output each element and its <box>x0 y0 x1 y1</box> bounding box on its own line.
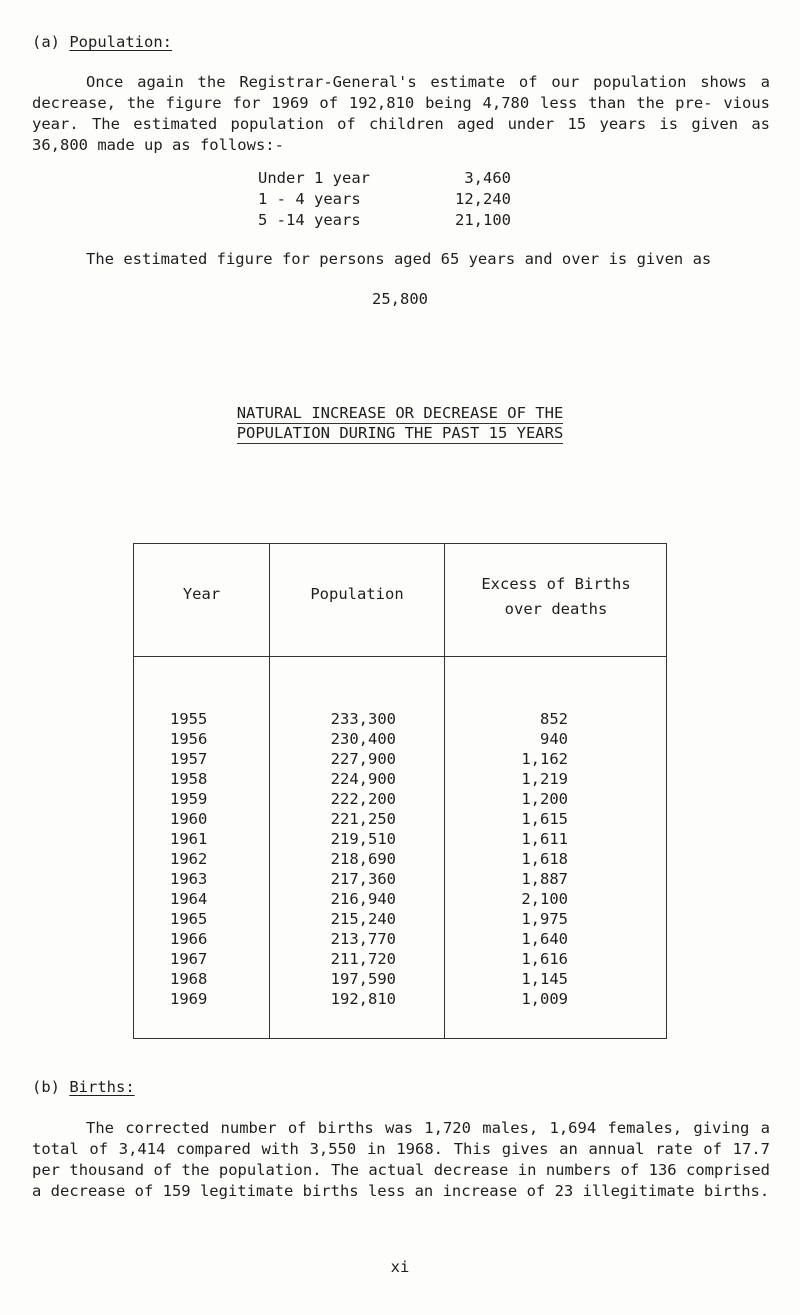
table-title <box>0 404 800 444</box>
section-births-heading <box>32 1078 135 1096</box>
cell-excess: 1,009 <box>521 990 568 1008</box>
cell-population: 197,590 <box>330 970 396 988</box>
cell-excess: 1,975 <box>521 910 568 928</box>
table-row <box>134 829 666 849</box>
cell-year: 1958 <box>170 770 208 788</box>
table-row <box>134 729 666 749</box>
cell-population: 219,510 <box>330 830 396 848</box>
age-group-row <box>258 189 518 210</box>
heading-prefix: (a) <box>32 33 70 51</box>
table-row <box>134 969 666 989</box>
cell-year: 1959 <box>170 790 208 808</box>
cell-year: 1955 <box>170 710 208 728</box>
header-excess-line2: over deaths <box>504 600 608 618</box>
cell-population: 230,400 <box>330 730 396 748</box>
cell-year: 1962 <box>170 850 208 868</box>
cell-population: 227,900 <box>330 750 396 768</box>
section-population-heading <box>32 33 172 51</box>
age-group-table <box>258 168 518 231</box>
page-number: xi <box>390 1258 410 1276</box>
cell-excess: 1,145 <box>521 970 568 988</box>
age-group-value: 21,100 <box>455 211 511 229</box>
cell-year: 1964 <box>170 890 208 908</box>
table-row <box>134 749 666 769</box>
over65-sentence: The estimated figure for persons aged 65 years and over is given as <box>86 250 712 268</box>
table-row <box>134 809 666 829</box>
cell-year: 1956 <box>170 730 208 748</box>
over65-value: 25,800 <box>372 290 428 308</box>
table-title-line1: NATURAL INCREASE OR DECREASE OF THE <box>236 404 564 422</box>
table-row <box>134 849 666 869</box>
cell-population: 217,360 <box>330 870 396 888</box>
table-row <box>134 909 666 929</box>
table-row <box>134 709 666 729</box>
cell-population: 222,200 <box>330 790 396 808</box>
age-group-value: 12,240 <box>455 190 511 208</box>
heading-prefix: (b) <box>32 1078 70 1096</box>
cell-excess: 1,162 <box>521 750 568 768</box>
cell-year: 1968 <box>170 970 208 988</box>
age-group-row <box>258 210 518 231</box>
cell-excess: 1,887 <box>521 870 568 888</box>
cell-excess: 1,616 <box>521 950 568 968</box>
cell-excess: 852 <box>540 710 568 728</box>
cell-year: 1963 <box>170 870 208 888</box>
age-group-row <box>258 168 518 189</box>
table-row <box>134 989 666 1009</box>
cell-excess: 1,219 <box>521 770 568 788</box>
births-para: The corrected number of births was 1,720 males, 1,694 females, giving a total of 3,414 compared with 3,550 in 1968. This gives an annual rate of 17.7 per thousand of the population. The actual decrease in numbers of 136 comprised a decrease of 159 legitimate births less an increase of 23 illegitimate births. <box>32 1119 770 1200</box>
cell-excess: 940 <box>540 730 568 748</box>
cell-year: 1969 <box>170 990 208 1008</box>
age-group-label: 1 - 4 years <box>258 190 361 208</box>
age-group-label: Under 1 year <box>258 169 370 187</box>
cell-year: 1960 <box>170 810 208 828</box>
cell-population: 213,770 <box>330 930 396 948</box>
population-para1: Once again the Registrar-General's estimate of our population shows a decrease, the figure for 1969 of 192,810 being 4,780 less than the pre- vious year. The estimated population of children aged under 15 years is given as 36,800 made up as follows:- <box>32 73 770 154</box>
cell-year: 1961 <box>170 830 208 848</box>
table-row <box>134 769 666 789</box>
cell-population: 218,690 <box>330 850 396 868</box>
header-excess-line1: Excess of Births <box>481 575 631 593</box>
cell-population: 211,720 <box>330 950 396 968</box>
cell-year: 1966 <box>170 930 208 948</box>
cell-year: 1957 <box>170 750 208 768</box>
cell-population: 221,250 <box>330 810 396 828</box>
table-row <box>134 789 666 809</box>
population-heading-text: Population: <box>69 33 172 51</box>
cell-excess: 2,100 <box>521 890 568 908</box>
table-row <box>134 929 666 949</box>
cell-population: 233,300 <box>330 710 396 728</box>
table-row <box>134 869 666 889</box>
age-group-label: 5 -14 years <box>258 211 361 229</box>
header-population: Population <box>310 585 404 603</box>
cell-population: 224,900 <box>330 770 396 788</box>
births-heading-text: Births: <box>69 1078 135 1096</box>
cell-population: 192,810 <box>330 990 396 1008</box>
cell-population: 216,940 <box>330 890 396 908</box>
cell-excess: 1,640 <box>521 930 568 948</box>
table-row <box>134 949 666 969</box>
population-table <box>133 543 667 1039</box>
cell-excess: 1,200 <box>521 790 568 808</box>
cell-excess: 1,611 <box>521 830 568 848</box>
header-year: Year <box>182 585 221 603</box>
cell-excess: 1,618 <box>521 850 568 868</box>
table-title-line2: POPULATION DURING THE PAST 15 YEARS <box>236 424 564 442</box>
cell-year: 1967 <box>170 950 208 968</box>
cell-year: 1965 <box>170 910 208 928</box>
header-excess <box>445 574 667 620</box>
births-paragraph <box>32 1118 770 1202</box>
cell-excess: 1,615 <box>521 810 568 828</box>
cell-population: 215,240 <box>330 910 396 928</box>
age-group-value: 3,460 <box>464 169 511 187</box>
header-divider <box>134 656 666 657</box>
table-row <box>134 889 666 909</box>
population-paragraph <box>32 72 770 156</box>
